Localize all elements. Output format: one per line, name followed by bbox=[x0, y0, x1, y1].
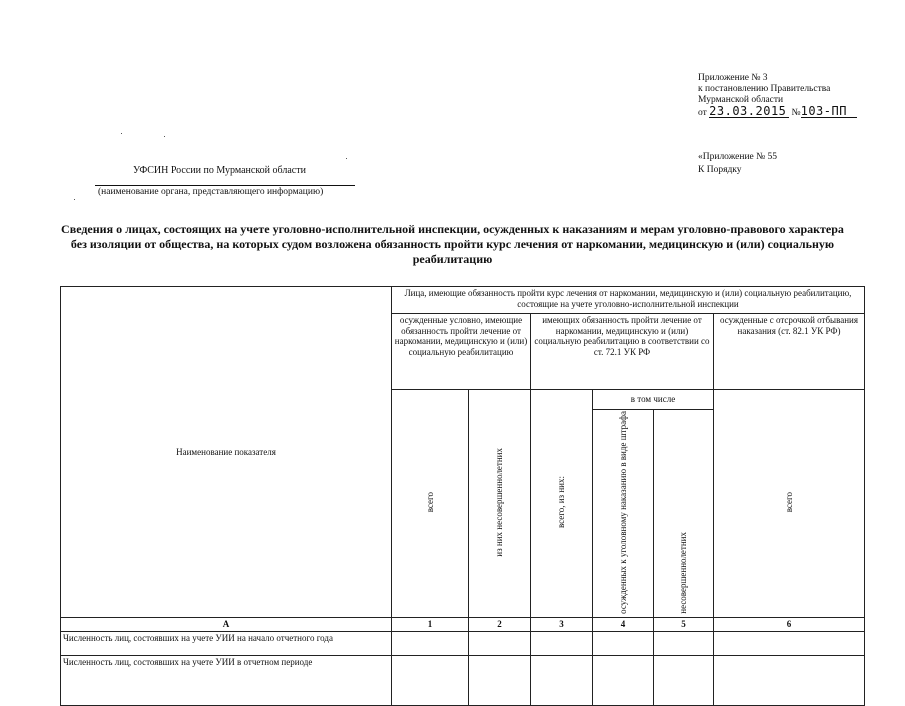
appendix-line2: к постановлению Правительства bbox=[698, 84, 831, 94]
subheader-conditional bbox=[392, 314, 531, 390]
row-label: Численность лиц, состоявших на учете УИИ на начало отчетного года bbox=[61, 632, 392, 656]
org-underline bbox=[95, 185, 355, 186]
col-total-1-text: всего bbox=[424, 492, 435, 513]
data-cell[interactable] bbox=[531, 632, 593, 656]
scan-speck bbox=[121, 133, 122, 134]
data-cell[interactable] bbox=[531, 656, 593, 706]
num-cell: 4 bbox=[593, 618, 654, 632]
col-total-of-them bbox=[531, 390, 593, 618]
col-fine-text: осужденных к уголовному наказанию в виде штрафа bbox=[617, 411, 628, 614]
data-cell[interactable] bbox=[593, 656, 654, 706]
appendix-date: 23.03.2015 bbox=[709, 106, 789, 118]
data-cell[interactable] bbox=[714, 632, 865, 656]
org-name: УФСИН России по Мурманской области bbox=[133, 165, 306, 176]
subheader-art-72-1 bbox=[531, 314, 714, 390]
col-minors-1-text: из них несовершеннолетних bbox=[494, 448, 505, 557]
col-total-3 bbox=[714, 390, 865, 618]
subheader-art-72-1-text: имеющих обязанность пройти лечение от наркомании, медицинскую и (или) социальную реабилитацию в соответствии со ст. 72.1 УК РФ bbox=[534, 315, 710, 357]
num-cell: 5 bbox=[654, 618, 714, 632]
data-cell[interactable] bbox=[469, 656, 531, 706]
data-cell[interactable] bbox=[392, 632, 469, 656]
in-that-number-text: в том числе bbox=[630, 394, 676, 405]
col-total-of-them-text: всего, из них: bbox=[556, 476, 567, 529]
subheader-conditional-text: осужденные условно, имеющие обязанность пройти лечение от наркомании, медицинскую и (или) социальную реабилитацию bbox=[394, 315, 528, 357]
order-ref-line2: К Порядку bbox=[698, 165, 742, 175]
subheader-deferred-text: осужденные с отсрочкой отбывания наказания (ст. 82.1 УК РФ) bbox=[720, 315, 858, 336]
group-header-text: Лица, имеющие обязанность пройти курс лечения от наркомании, медицинскую и (или) социальную реабилитацию, состоящие на учете уголовно-исполнительной инспекции bbox=[404, 288, 852, 309]
row-label: Численность лиц, состоявших на учете УИИ в отчетном периоде bbox=[61, 656, 392, 706]
table-row bbox=[61, 656, 865, 706]
indicator-header bbox=[61, 287, 392, 618]
document-title: Сведения о лицах, состоящих на учете уголовно-исполнительной инспекции, осужденных к наказаниям и мерам уголовно-правового характера без изоляции от общества, на которых судом возложена обязанность пройти курс лечения от наркомании, медицинскую и (или) социальную реабилитацию bbox=[61, 222, 844, 266]
appendix-block bbox=[698, 73, 898, 119]
data-cell[interactable] bbox=[593, 632, 654, 656]
data-cell[interactable] bbox=[714, 656, 865, 706]
subheader-deferred bbox=[714, 314, 865, 390]
scan-speck bbox=[164, 136, 165, 137]
data-cell[interactable] bbox=[654, 632, 714, 656]
num-cell: 6 bbox=[714, 618, 865, 632]
order-reference bbox=[698, 151, 777, 177]
col-total-3-text: всего bbox=[783, 492, 794, 513]
scan-speck bbox=[74, 199, 75, 200]
appendix-date-line bbox=[698, 106, 898, 119]
order-ref-line1: «Приложение № 55 bbox=[698, 152, 778, 162]
col-minors-1 bbox=[469, 390, 531, 618]
data-cell[interactable] bbox=[654, 656, 714, 706]
appendix-line1: Приложение № 3 bbox=[698, 73, 768, 83]
data-cell[interactable] bbox=[392, 656, 469, 706]
data-cell[interactable] bbox=[469, 632, 531, 656]
appendix-number-label: № bbox=[791, 108, 801, 118]
indicator-header-text: Наименование показателя bbox=[176, 446, 276, 457]
col-total-1 bbox=[392, 390, 469, 618]
org-caption: (наименование органа, представляющего информацию) bbox=[98, 187, 324, 197]
num-cell: 1 bbox=[392, 618, 469, 632]
num-cell: 3 bbox=[531, 618, 593, 632]
table-row bbox=[61, 632, 865, 656]
numbering-row bbox=[61, 618, 865, 632]
num-cell: А bbox=[61, 618, 392, 632]
col-fine bbox=[593, 410, 654, 618]
col-minors-2-text: несовершеннолетних bbox=[678, 532, 689, 614]
num-cell: 2 bbox=[469, 618, 531, 632]
group-header bbox=[392, 287, 865, 314]
report-table bbox=[60, 286, 865, 706]
col-minors-2 bbox=[654, 410, 714, 618]
appendix-from-label: от bbox=[698, 108, 707, 118]
in-that-number bbox=[593, 390, 714, 410]
appendix-line3: Мурманской области bbox=[698, 95, 784, 105]
appendix-number: 103-ПП bbox=[801, 106, 857, 118]
scan-speck bbox=[346, 158, 347, 159]
